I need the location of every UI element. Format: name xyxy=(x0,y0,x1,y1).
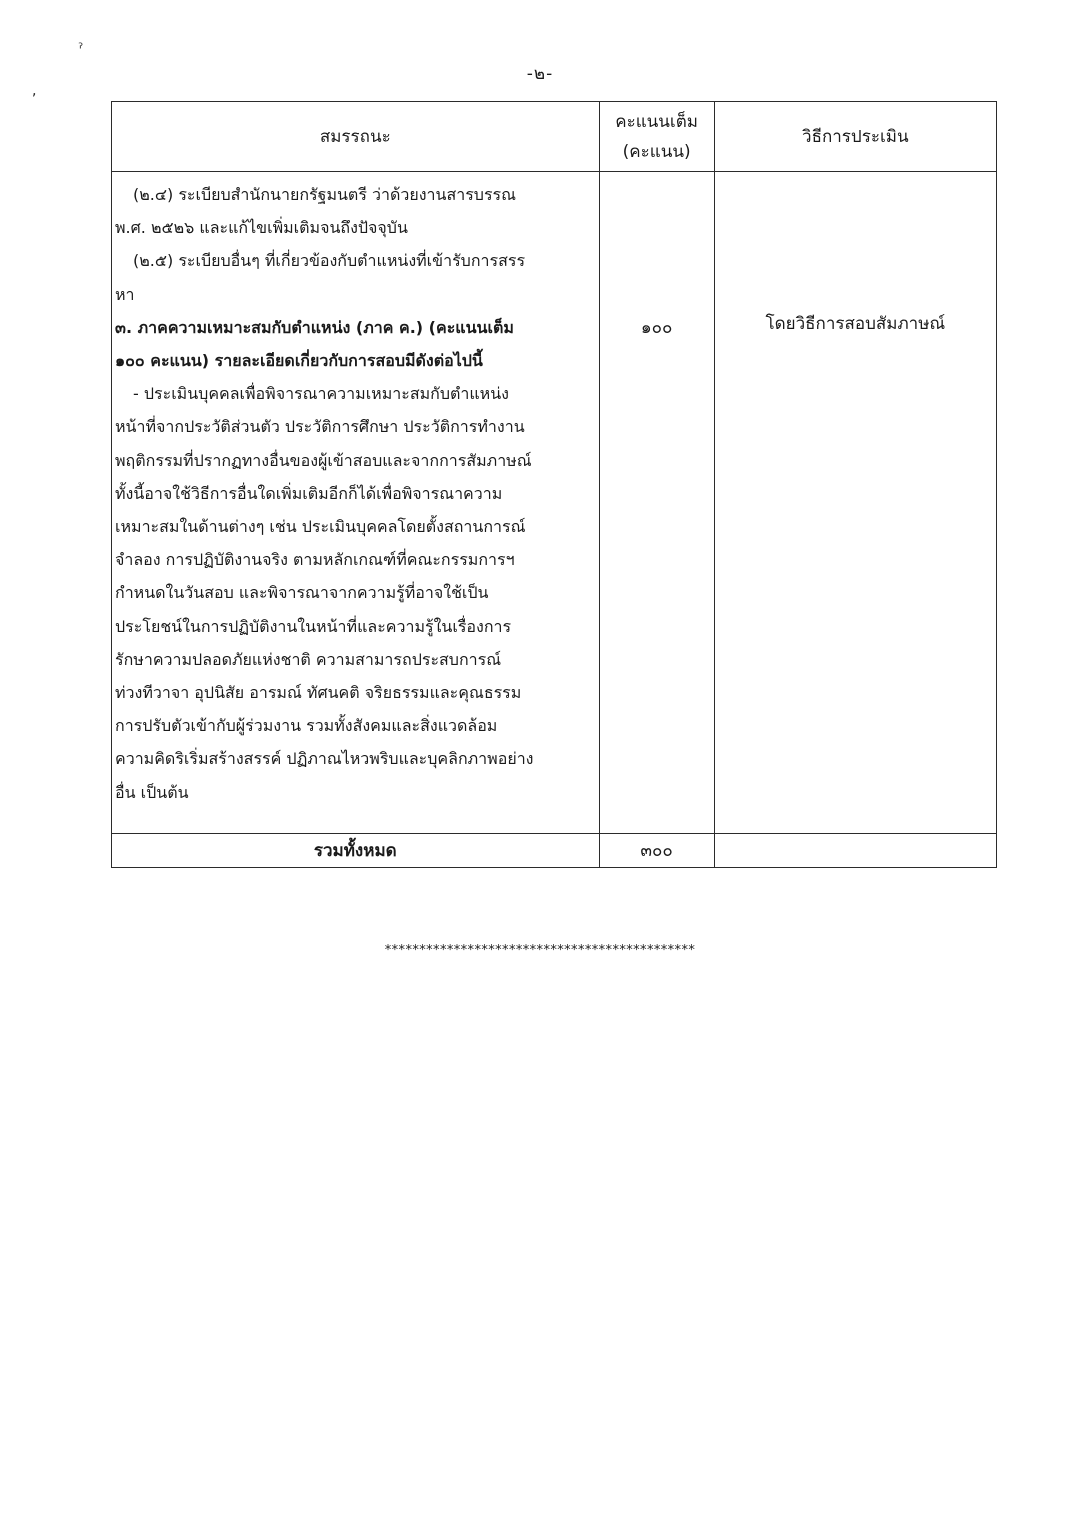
total-score-cell xyxy=(599,834,714,868)
header-full-score-line1: คะแนนเต็ม xyxy=(615,111,698,132)
competency-line: รักษาความปลอดภัยแห่งชาติ ความสามารถประสบการณ์ xyxy=(115,649,502,669)
header-competency xyxy=(112,102,600,172)
competency-line: ความคิดริเริ่มสร้างสรรค์ ปฏิภาณไหวพริบและบุคลิกภาพอย่าง xyxy=(115,749,534,769)
competency-line: ท่วงทีวาจา อุปนิสัย อารมณ์ ทัศนคติ จริยธรรมและคุณธรรม xyxy=(115,683,522,703)
end-of-document-mark: ********************************************* xyxy=(384,943,696,958)
competency-line: (๒.๕) ระเบียบอื่นๆ ที่เกี่ยวข้องกับตำแหน่งที่เข้ารับการสรร xyxy=(133,251,526,271)
competency-line: (๒.๔) ระเบียบสำนักนายกรัฐมนตรี ว่าด้วยงานสารบรรณ xyxy=(133,185,516,204)
method-cell xyxy=(714,172,996,834)
full-score-cell xyxy=(599,172,714,834)
competency-line: ทั้งนี้อาจใช้วิธีการอื่นใดเพิ่มเติมอีกก็ได้เพื่อพิจารณาความ xyxy=(115,483,503,503)
competency-line: กำหนดในวันสอบ และพิจารณาจากความรู้ที่อาจใช้เป็น xyxy=(115,583,489,603)
scan-speck: , xyxy=(32,83,37,99)
competency-line: หน้าที่จากประวัติส่วนตัว ประวัติการศึกษา ประวัติการทำงาน xyxy=(115,417,525,437)
method-value: โดยวิธีการสอบสัมภาษณ์ xyxy=(765,314,946,334)
total-row xyxy=(112,834,997,868)
total-label-cell xyxy=(112,834,600,868)
competency-table xyxy=(111,101,997,868)
table-row xyxy=(112,172,997,834)
full-score-value: ๑๐๐ xyxy=(640,318,673,338)
section-heading-line: ๓. ภาคความเหมาะสมกับตำแหน่ง (ภาค ค.) (คะแนนเต็ม xyxy=(115,317,514,337)
competency-line: เหมาะสมในด้านต่างๆ เช่น ประเมินบุคคลโดยตั้งสถานการณ์ xyxy=(115,517,526,537)
header-method xyxy=(714,102,996,172)
competency-line: จำลอง การปฏิบัติงานจริง ตามหลักเกณฑ์ที่คณะกรรมการฯ xyxy=(115,550,515,570)
competency-line: - ประเมินบุคคลเพื่อพิจารณาความเหมาะสมกับตำแหน่ง xyxy=(133,384,509,404)
competency-cell xyxy=(112,172,600,834)
competency-line: หา xyxy=(115,284,135,304)
header-competency-label: สมรรถนะ xyxy=(319,126,391,147)
competency-line: ประโยชน์ในการปฏิบัติงานในหน้าที่และความรู้ในเรื่องการ xyxy=(115,616,512,636)
total-label: รวมทั้งหมด xyxy=(313,841,397,861)
table-header-row xyxy=(112,102,997,172)
total-method-cell xyxy=(714,834,996,868)
header-full-score-line2: (คะแนน) xyxy=(622,141,691,162)
total-score-value: ๓๐๐ xyxy=(640,841,673,861)
section-heading-line: ๑๐๐ คะแนน) รายละเอียดเกี่ยวกับการสอบมีดังต่อไปนี้ xyxy=(115,351,483,371)
competency-line: พฤติกรรมที่ปรากฏทางอื่นของผู้เข้าสอบและจากการสัมภาษณ์ xyxy=(115,450,532,470)
competency-text xyxy=(112,172,599,809)
page-number: -๒- xyxy=(526,64,554,84)
scan-speck: ˀ xyxy=(78,41,84,57)
header-method-label: วิธีการประเมิน xyxy=(802,126,909,147)
header-full-score xyxy=(599,102,714,172)
competency-line: อื่น เป็นต้น xyxy=(115,782,189,802)
competency-line: พ.ศ. ๒๕๒๖ และแก้ไขเพิ่มเติมจนถึงปัจจุบัน xyxy=(115,218,408,238)
competency-line: การปรับตัวเข้ากับผู้ร่วมงาน รวมทั้งสังคมและสิ่งแวดล้อม xyxy=(115,716,498,736)
